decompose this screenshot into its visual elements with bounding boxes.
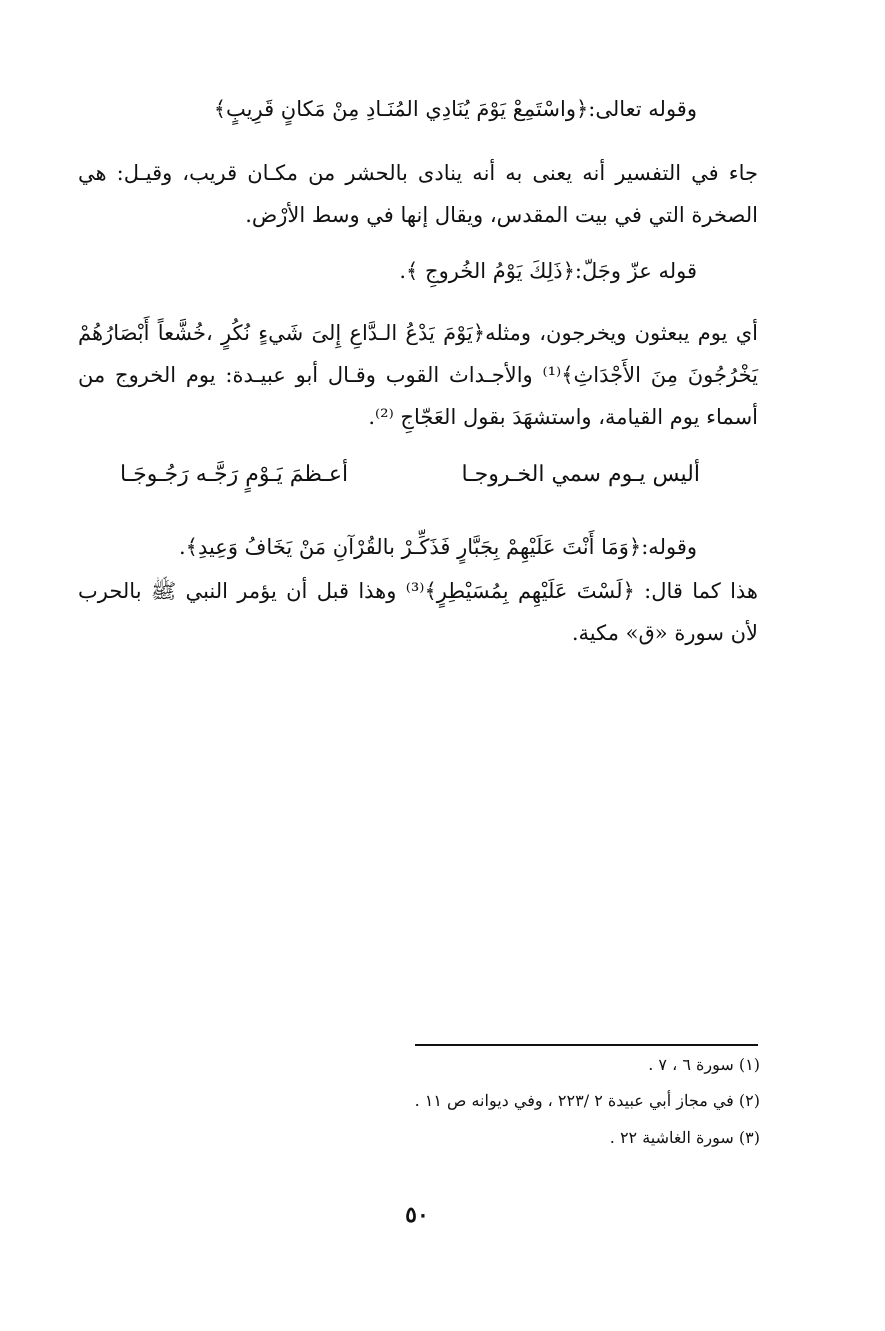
paragraph-verse-not-tyrant: وقوله:﴿وَمَا أَنْتَ عَلَيْهِمْ بِجَبَّارٍ فَذَكِّـرْ بالقُرْآنِ مَنْ يَخَافُ وَعِيدِ﴾. — [178, 535, 697, 559]
page-number: ٥٠ — [405, 1202, 429, 1228]
footnote-2: (٢) في مجاز أبي عبيدة ٢ /٢٢٣ ، وفي ديوانه ص ١١ . — [414, 1091, 760, 1110]
paragraph-verse-exit-day: قوله عزّ وجَلّ:﴿ذَلِكَ يَوْمُ الخُروجِ ﴾. — [399, 259, 697, 283]
footnote-separator — [415, 1044, 758, 1046]
poetry-verse — [120, 462, 700, 506]
verse-first-hemistich: أليس يـوم سمي الخـروجـا — [461, 462, 700, 487]
paragraph-verse-intro: وقوله تعالى:﴿واسْتَمِعْ يَوْمَ يُنَادِي المُنَـادِ مِنْ مَكانٍ قَرِيبٍ﴾ — [213, 97, 697, 121]
footnote-3: (٣) سورة الغاشية ٢٢ . — [609, 1128, 760, 1147]
paragraph-resurrection-explanation: أي يوم يبعثون ويخرجون، ومثله﴿يَوْمَ يَدْعُ الـدَّاعِ إِلىَ شَيءٍ نُكُرٍ ،خُشَّعاً أَبْصَارُهُمْ يَخْرُجُونَ مِنَ الأَجْدَاثِ﴾⁽¹⁾ والأجـداث القوب وقـال أبو عبيـدة: يوم الخروج من أسماء يوم القيامة، واستشهَدَ بقول العَجّاجِ ⁽²⁾. — [78, 321, 758, 429]
footnote-1: (١) سورة ٦ ، ٧ . — [648, 1055, 760, 1074]
paragraph-tafsir-explanation: جاء في التفسير أنه يعنى به أنه ينادى بالحشر من مكـان قريب، وقيـل: هي الصخرة التي في بيت المقدس، ويقال إنها في وسط الأرْض. — [78, 161, 758, 227]
verse-second-hemistich: أعـظمَ يَـوْمٍ رَجَّـه رَجُـوجَـا — [120, 462, 349, 487]
paragraph-not-controller: هذا كما قال: ﴿لَسْتَ عَلَيْهِم بِمُسَيْطِرٍ﴾⁽³⁾ وهذا قبل أن يؤمر النبي ﷺ بالحرب لأن سورة «ق» مكية. — [78, 579, 758, 645]
